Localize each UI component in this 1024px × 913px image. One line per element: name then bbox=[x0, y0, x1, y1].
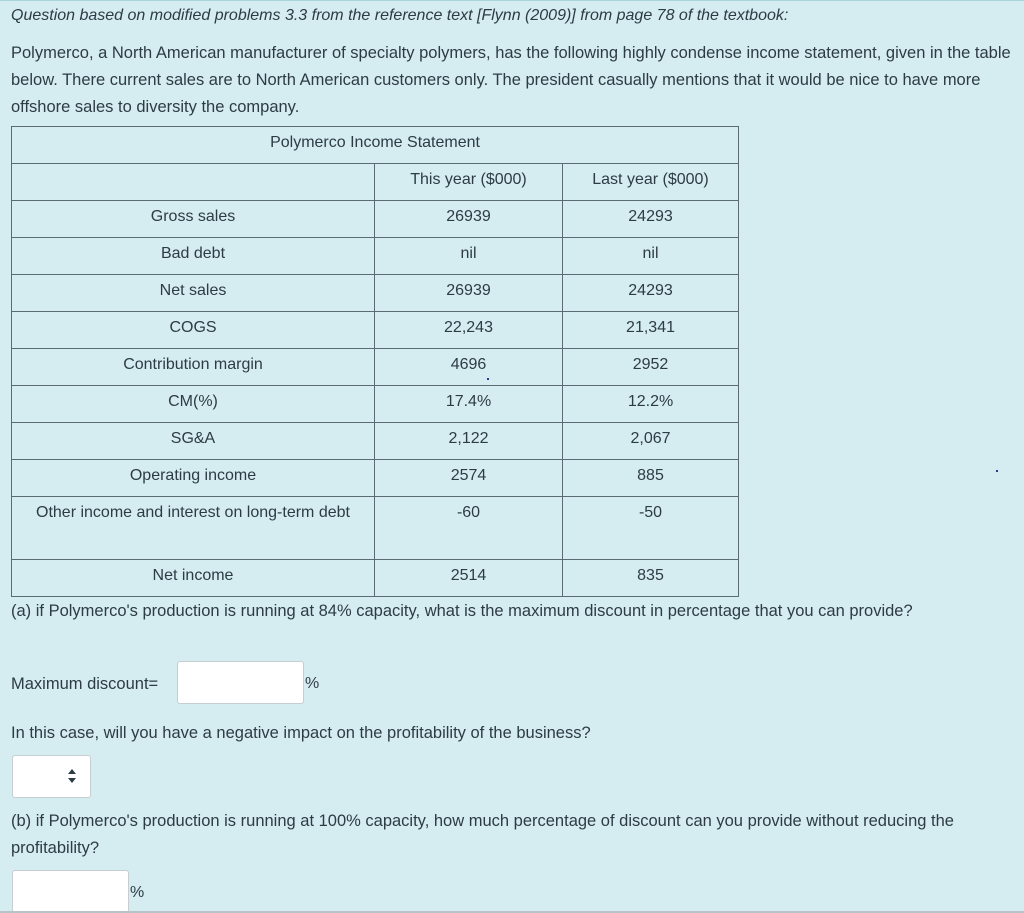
row-last-year: 21,341 bbox=[563, 312, 739, 349]
row-label: Other income and interest on long-term debt bbox=[12, 497, 375, 560]
row-label: Gross sales bbox=[12, 201, 375, 238]
top-divider bbox=[0, 0, 1024, 1]
row-last-year: -50 bbox=[563, 497, 739, 560]
row-this-year: 17.4% bbox=[375, 386, 563, 423]
question-b-text: (b) if Polymerco's production is running at 100% capacity, how much percentage of discount can you provide without reducing the profitability? bbox=[11, 812, 954, 857]
row-this-year: 2574 bbox=[375, 460, 563, 497]
max-discount-label: Maximum discount= bbox=[11, 675, 159, 693]
row-label: COGS bbox=[12, 312, 375, 349]
row-last-year: 2952 bbox=[563, 349, 739, 386]
header-blank bbox=[12, 164, 375, 201]
row-this-year: -60 bbox=[375, 497, 563, 560]
row-last-year: 12.2% bbox=[563, 386, 739, 423]
row-last-year: 835 bbox=[563, 560, 739, 597]
row-label: Bad debt bbox=[12, 238, 375, 275]
stray-dot bbox=[996, 470, 998, 472]
row-this-year: 2514 bbox=[375, 560, 563, 597]
row-label: SG&A bbox=[12, 423, 375, 460]
table-row bbox=[12, 497, 739, 560]
max-discount-input[interactable] bbox=[177, 661, 304, 704]
row-last-year: 885 bbox=[563, 460, 739, 497]
table-row bbox=[12, 312, 739, 349]
row-this-year: 26939 bbox=[375, 275, 563, 312]
table-row bbox=[12, 386, 739, 423]
row-label: Operating income bbox=[12, 460, 375, 497]
impact-select[interactable] bbox=[12, 755, 91, 798]
row-this-year: nil bbox=[375, 238, 563, 275]
discount-b-input[interactable] bbox=[12, 870, 129, 913]
table-title-row bbox=[12, 127, 739, 164]
question-intro: Polymerco, a North American manufacturer of specialty polymers, has the following highly condense income statement, given in the table below. There current sales are to North American customers only. The president casually mentions that it would be nice to have more offshore sales to diversity the company. bbox=[11, 44, 1011, 116]
income-statement-table bbox=[11, 126, 739, 597]
row-this-year: 22,243 bbox=[375, 312, 563, 349]
table-row bbox=[12, 560, 739, 597]
question-source-note: Question based on modified problems 3.3 from the reference text [Flynn (2009)] from page 78 of the textbook: bbox=[11, 7, 789, 24]
row-last-year: 2,067 bbox=[563, 423, 739, 460]
row-label: Net sales bbox=[12, 275, 375, 312]
table-row bbox=[12, 460, 739, 497]
table-header-row bbox=[12, 164, 739, 201]
table-row bbox=[12, 201, 739, 238]
row-last-year: nil bbox=[563, 238, 739, 275]
table-row bbox=[12, 349, 739, 386]
header-this-year: This year ($000) bbox=[375, 164, 563, 201]
row-last-year: 24293 bbox=[563, 201, 739, 238]
header-last-year: Last year ($000) bbox=[563, 164, 739, 201]
row-this-year: 4696 bbox=[375, 349, 563, 386]
row-this-year: 2,122 bbox=[375, 423, 563, 460]
updown-arrows-icon bbox=[67, 768, 77, 784]
stray-dot bbox=[487, 378, 489, 380]
row-label: CM(%) bbox=[12, 386, 375, 423]
impact-question-text: In this case, will you have a negative impact on the profitability of the business? bbox=[11, 724, 591, 742]
question-a-text: (a) if Polymerco's production is running at 84% capacity, what is the maximum discount in percentage that you can provide? bbox=[11, 602, 913, 620]
row-label: Net income bbox=[12, 560, 375, 597]
row-label: Contribution margin bbox=[12, 349, 375, 386]
percent-unit: % bbox=[130, 884, 145, 901]
table-title: Polymerco Income Statement bbox=[12, 127, 739, 164]
row-last-year: 24293 bbox=[563, 275, 739, 312]
table-row bbox=[12, 423, 739, 460]
table-row bbox=[12, 275, 739, 312]
row-this-year: 26939 bbox=[375, 201, 563, 238]
percent-unit: % bbox=[305, 675, 320, 692]
table-row bbox=[12, 238, 739, 275]
